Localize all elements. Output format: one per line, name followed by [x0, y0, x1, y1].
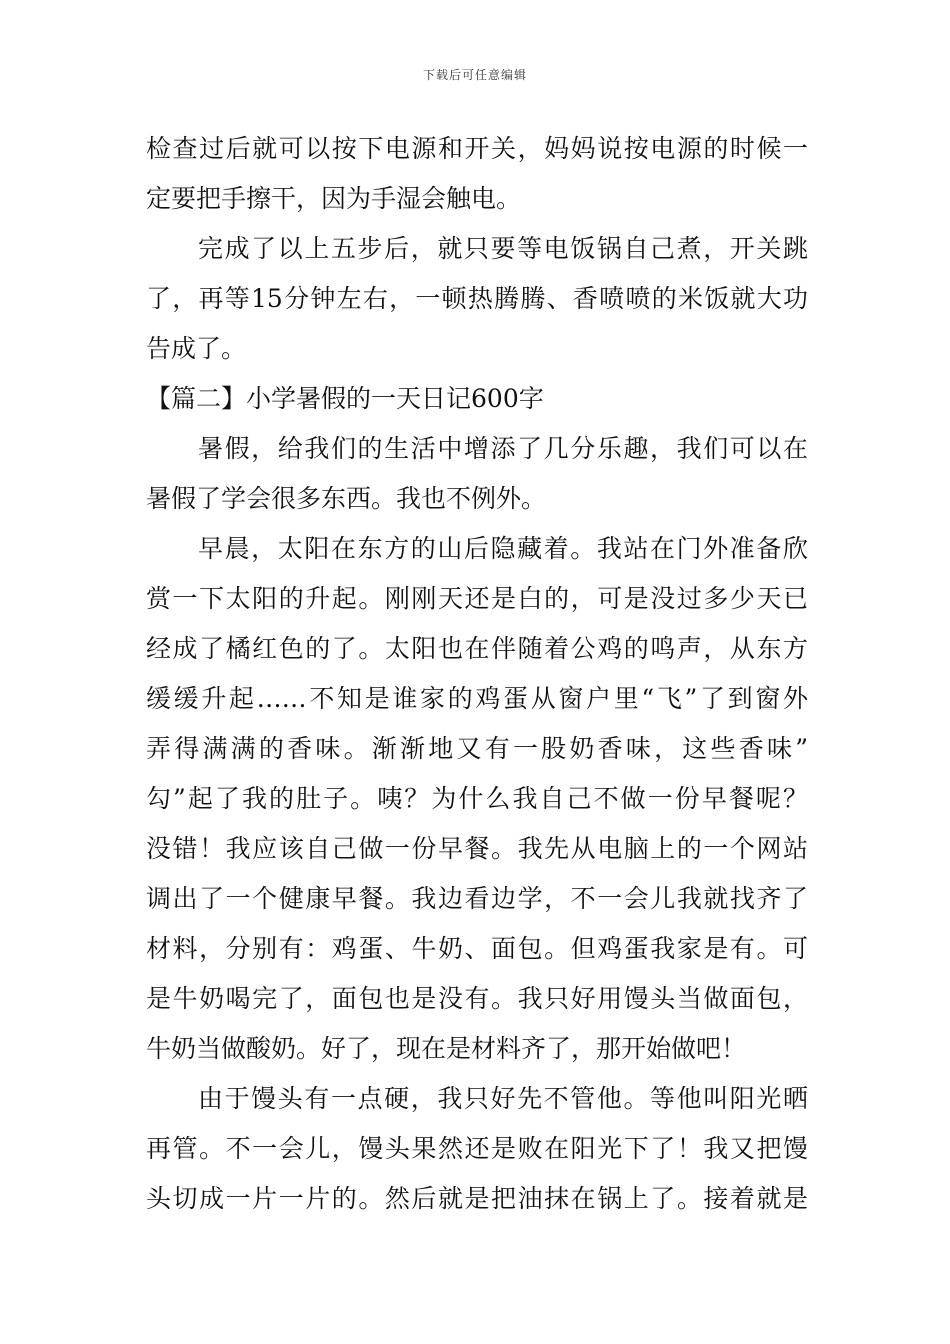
text-line: 检查过后就可以按下电源和开关，妈妈说按电源的时候一 — [146, 134, 808, 163]
text-line: 调出了一个健康早餐。我边看边学，不一会儿我就找齐了 — [146, 884, 808, 913]
text-line: 再管。不一会儿，馒头果然还是败在阳光下了！我又把馒 — [146, 1134, 808, 1163]
text-line: 缓缓升起……不知是谁家的鸡蛋从窗户里“飞”了到窗外 — [146, 684, 808, 713]
text-line: 牛奶当做酸奶。好了，现在是材料齐了，那开始做吧！ — [146, 1034, 747, 1063]
document-body — [146, 124, 808, 1224]
paragraph-first-line: 早晨，太阳在东方的山后隐藏着。我站在门外准备欣 — [198, 534, 808, 563]
text-line: 材料，分别有：鸡蛋、牛奶、面包。但鸡蛋我家是有。可 — [146, 934, 808, 963]
text-line: 勾”起了我的肚子。咦？为什么我自己不做一份早餐呢？ — [146, 784, 808, 813]
paragraph-first-line: 完成了以上五步后，就只要等电饭锅自己煮，开关跳 — [198, 234, 808, 263]
paragraph-first-line: 由于馒头有一点硬，我只好先不管他。等他叫阳光晒 — [198, 1084, 808, 1113]
text-line: 弄得满满的香味。渐渐地又有一股奶香味，这些香味” — [146, 734, 808, 763]
page-header-note: 下载后可任意编辑 — [422, 68, 527, 82]
text-line: 头切成一片一片的。然后就是把油抹在锅上了。接着就是 — [146, 1184, 808, 1213]
text-line: 了，再等15分钟左右，一顿热腾腾、香喷喷的米饭就大功 — [146, 284, 808, 313]
text-line: 赏一下太阳的升起。刚刚天还是白的，可是没过多少天已 — [146, 584, 808, 613]
text-line: 经成了橘红色的了。太阳也在伴随着公鸡的鸣声，从东方 — [146, 634, 808, 663]
text-line: 定要把手擦干，因为手湿会触电。 — [146, 184, 522, 213]
text-line: 告成了。 — [146, 334, 247, 363]
section-heading: 【篇二】小学暑假的一天日记600字 — [146, 384, 544, 413]
text-line: 暑假了学会很多东西。我也不例外。 — [146, 484, 547, 513]
paragraph-first-line: 暑假，给我们的生活中增添了几分乐趣，我们可以在 — [198, 434, 808, 463]
text-line: 没错！我应该自己做一份早餐。我先从电脑上的一个网站 — [146, 834, 808, 863]
text-line: 是牛奶喝完了，面包也是没有。我只好用馒头当做面包， — [146, 984, 808, 1013]
